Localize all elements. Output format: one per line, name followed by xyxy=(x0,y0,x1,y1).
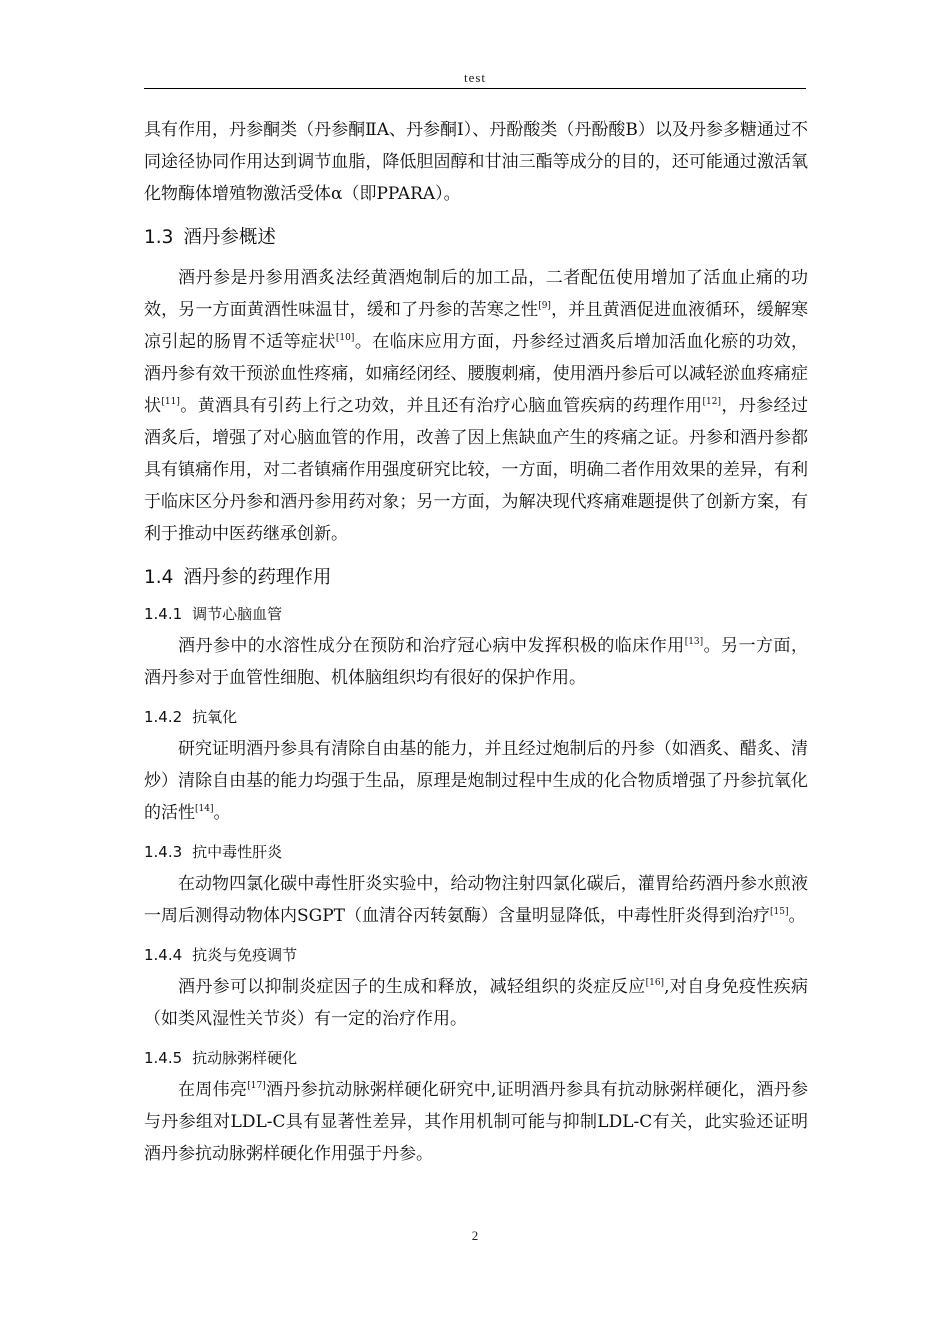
section-number: 1.3 xyxy=(144,227,174,248)
citation-ref: [17] xyxy=(247,1081,266,1091)
running-header: test xyxy=(463,70,487,85)
citation-ref: [10] xyxy=(335,333,355,343)
subsection-heading-1-4-1 xyxy=(144,603,808,625)
text-run: 。另一方面，酒丹参对于血管性细胞、机体脑组织均有很好的保护作用。 xyxy=(144,636,809,688)
section-title: 酒丹参的药理作用 xyxy=(183,567,332,588)
text-run: 酒丹参抗动脉粥样硬化研究中,证明酒丹参具有抗动脉粥样硬化，酒丹参与丹参组对LDL-C具有显著性差异，其作用机制可能与抑制LDL-C有关，此实验还证明酒丹参抗动脉粥样硬化作用强于丹参。 xyxy=(144,1080,808,1164)
subsection-1-4-4-paragraph xyxy=(144,971,808,1035)
subsection-1-4-5-paragraph xyxy=(144,1074,808,1170)
citation-ref: [14] xyxy=(195,804,214,814)
text-run: ，并且黄酒促进血液循环，缓解寒凉引起的肠胃不适等症状 xyxy=(144,300,809,352)
text-run: 研究证明酒丹参具有清除自由基的能力，并且经过炮制后的丹参（如酒炙、醋炙、清炒）清除自由基的能力均强于生品，原理是炮制过程中生成的化合物质增强了丹参抗氧化的活性 xyxy=(144,739,808,823)
subsection-title: 抗氧化 xyxy=(192,708,238,726)
subsection-1-4-1-paragraph xyxy=(144,630,808,694)
subsection-title: 调节心脑血管 xyxy=(192,605,283,623)
subsection-number: 1.4.4 xyxy=(144,946,183,964)
citation-ref: [11] xyxy=(161,397,180,407)
citation-ref: [16] xyxy=(645,978,665,988)
subsection-number: 1.4.5 xyxy=(144,1049,183,1067)
citation-ref: [9] xyxy=(538,301,551,311)
subsection-heading-1-4-5 xyxy=(144,1047,808,1069)
citation-ref: [13] xyxy=(684,637,704,647)
header-rule xyxy=(144,88,806,89)
subsection-1-4-3-paragraph xyxy=(144,868,808,932)
subsection-1-4-2-paragraph xyxy=(144,733,808,829)
text-run: 。黄酒具有引药上行之功效，并且还有治疗心脑血管疾病的药理作用 xyxy=(179,396,703,416)
subsection-title: 抗动脉粥样硬化 xyxy=(192,1049,298,1067)
subsection-number: 1.4.3 xyxy=(144,843,183,861)
section-heading-1-4 xyxy=(144,565,808,591)
citation-ref: [12] xyxy=(702,397,721,407)
text-run: ，丹参经过酒炙后，增强了对心脑血管的作用，改善了因上焦缺血产生的疼痛之证。丹参和酒丹参都具有镇痛作用，对二者镇痛作用强度研究比较，一方面，明确二者作用效果的差异，有利于临床区分丹参和酒丹参用药对象；另一方面，为解决现代疼痛难题提供了创新方案，有利于推动中医药继承创新。 xyxy=(144,396,808,544)
page-number: 2 xyxy=(471,1228,479,1243)
text-run: 酒丹参可以抑制炎症因子的生成和释放，减轻组织的炎症反应 xyxy=(178,977,646,997)
section-title: 酒丹参概述 xyxy=(183,227,276,248)
section-1-3-paragraph xyxy=(144,262,808,550)
page-body xyxy=(144,114,808,1170)
text-run: 酒丹参是丹参用酒炙法经黄酒炮制后的加工品，二者配伍使用增加了活血止痛的功效，另一方面黄酒性味温甘，缓和了丹参的苦寒之性 xyxy=(144,268,808,320)
citation-ref: [15] xyxy=(770,907,789,917)
text-run: ,对自身免疫性疾病（如类风湿性关节炎）有一定的治疗作用。 xyxy=(144,977,809,1029)
text-run: 。 xyxy=(213,803,231,823)
subsection-title: 抗中毒性肝炎 xyxy=(192,843,283,861)
text-run: 在周伟亮 xyxy=(178,1080,248,1100)
text-run: 在动物四氯化碳中毒性肝炎实验中，给动物注射四氯化碳后，灌胃给药酒丹参水煎液一周后测得动物体内SGPT（血清谷丙转氨酶）含量明显降低，中毒性肝炎得到治疗 xyxy=(144,874,808,926)
text-run: 酒丹参中的水溶性成分在预防和治疗冠心病中发挥积极的临床作用 xyxy=(178,636,685,656)
text-run: 。在临床应用方面，丹参经过酒炙后增加活血化瘀的功效，酒丹参有效干预淤血性疼痛，如痛经闭经、腰腹刺痛，使用酒丹参后可以减轻淤血疼痛症状 xyxy=(144,332,809,416)
subsection-heading-1-4-2 xyxy=(144,706,808,728)
subsection-title: 抗炎与免疫调节 xyxy=(192,946,298,964)
subsection-number: 1.4.2 xyxy=(144,708,183,726)
subsection-heading-1-4-4 xyxy=(144,944,808,966)
subsection-heading-1-4-3 xyxy=(144,841,808,863)
text-run: 。 xyxy=(788,906,806,926)
section-number: 1.4 xyxy=(144,567,174,588)
section-heading-1-3 xyxy=(144,225,808,251)
intro-paragraph: 具有作用，丹参酮类（丹参酮ⅡA、丹参酮Ⅰ）、丹酚酸类（丹酚酸B）以及丹参多糖通过不同途径协同作用达到调节血脂，降低胆固醇和甘油三酯等成分的目的，还可能通过激活氧化物酶体增殖物激活受体α（即PPARA）。 xyxy=(144,120,808,204)
subsection-number: 1.4.1 xyxy=(144,605,183,623)
